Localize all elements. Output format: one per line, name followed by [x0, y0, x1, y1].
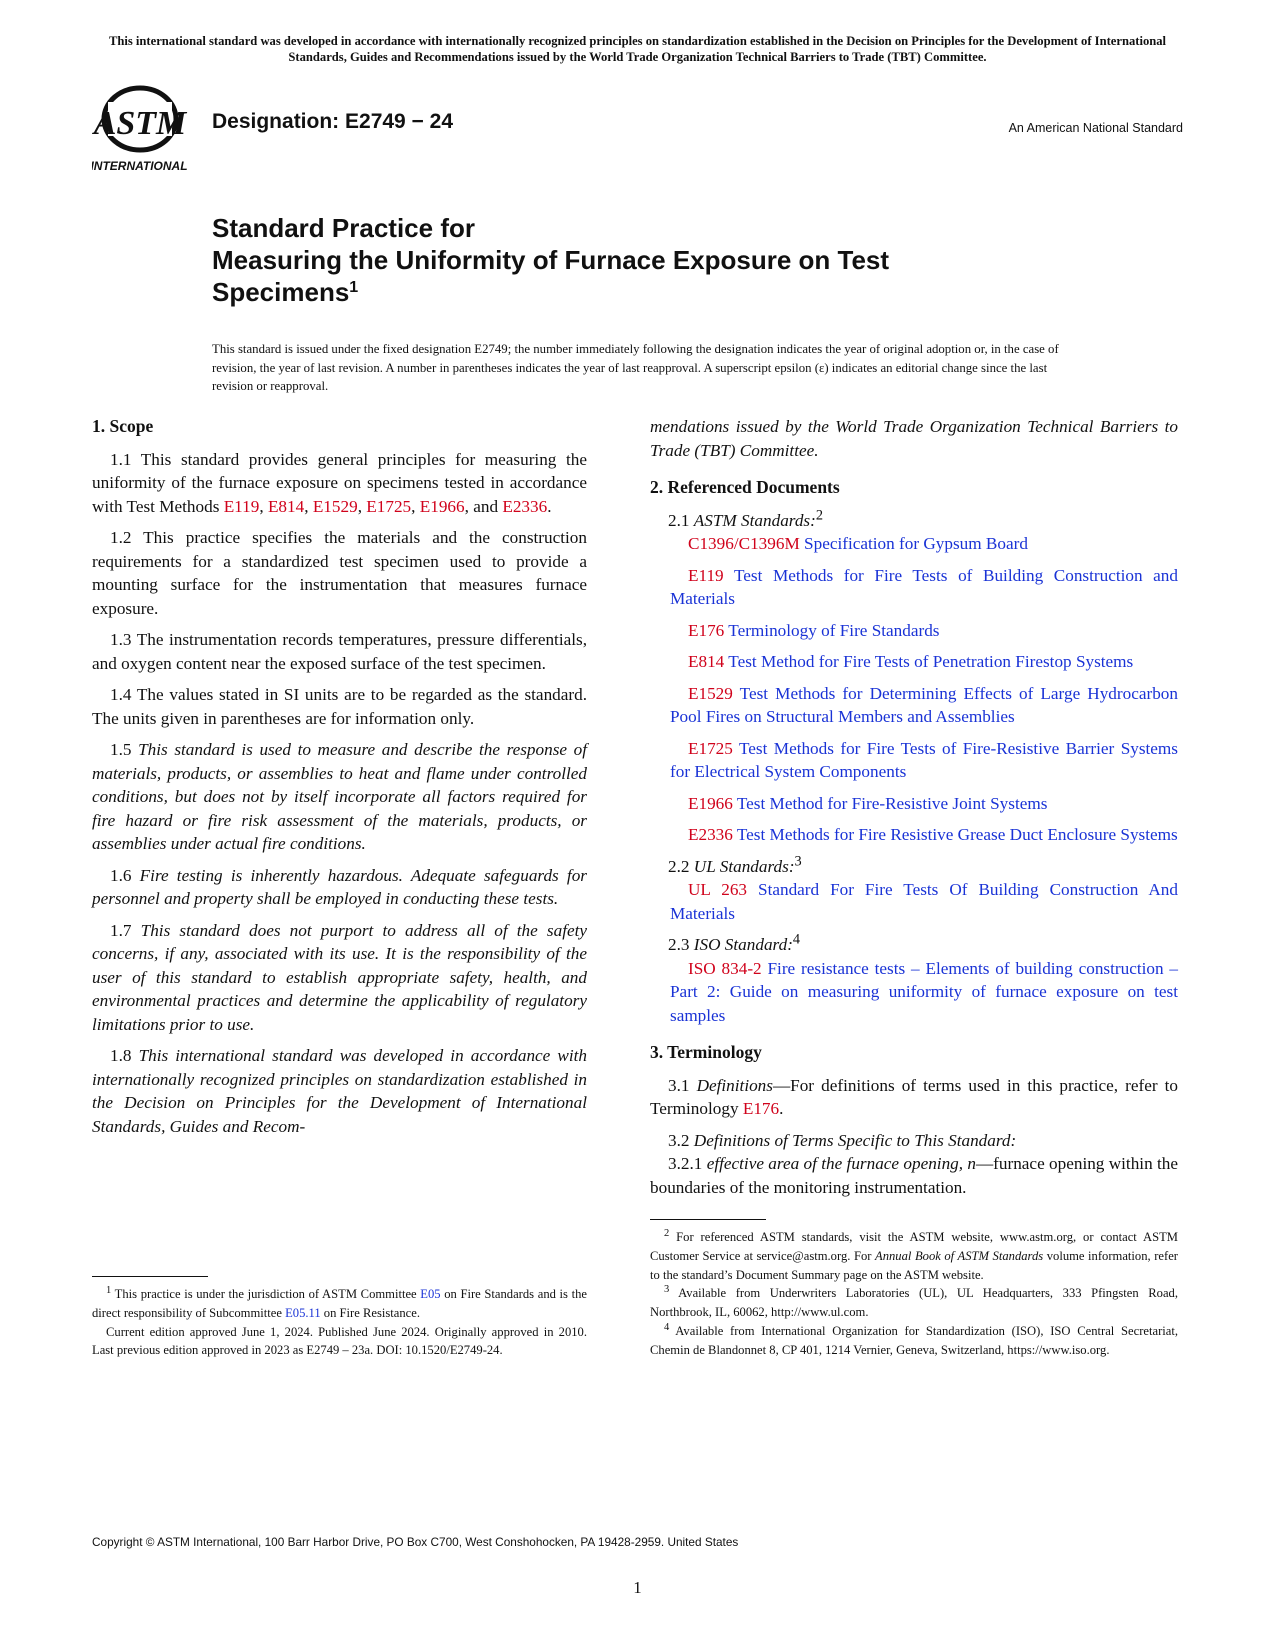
- footnote-rule-right: [650, 1219, 766, 1220]
- footnote-rule-left: [92, 1276, 208, 1277]
- ul-reference-list: [650, 878, 1178, 925]
- reference-title-link[interactable]: Test Methods for Fire Resistive Grease Duct Enclosure Systems: [736, 825, 1178, 844]
- reference-code-link[interactable]: E176: [688, 620, 725, 640]
- link-e1966[interactable]: E1966: [419, 496, 465, 516]
- reference-title-link[interactable]: Test Method for Fire-Resistive Joint Systems: [736, 793, 1048, 813]
- reference-item: [650, 737, 1178, 784]
- american-national-standard: An American National Standard: [1008, 121, 1183, 135]
- footnote-3: $^3$ Available from Underwriters Laboratories (UL), UL Headquarters, 333 Pfingsten Road, Northbrook, IL, 60062, http://www.ul.com.: [650, 1284, 1178, 1320]
- subsection-astm-standards: 2.1 ASTM Standards:$^2$: [668, 506, 824, 530]
- reference-code-link[interactable]: E1529: [688, 683, 733, 703]
- reference-title-link[interactable]: Standard For Fire Tests Of Building Construction And Materials: [670, 880, 1178, 923]
- reference-title-link[interactable]: Test Methods for Determining Effects of Large Hydrocarbon Pool Fires on Structural Members and Assemblies: [670, 683, 1178, 726]
- title-footnote-mark[interactable]: 1: [349, 279, 359, 296]
- section-heading-terminology: 3. Terminology: [650, 1042, 762, 1062]
- footnotes-left: [92, 1285, 587, 1360]
- copyright-footer: Copyright © ASTM International, 100 Barr Harbor Drive, PO Box C700, West Conshohocken, PA 19428-2959. United States: [92, 1535, 739, 1549]
- reference-item: [650, 650, 1178, 674]
- left-column: [92, 415, 587, 1146]
- reference-item: [650, 823, 1178, 847]
- para-1-8-continued: mendations issued by the World Trade Organization Technical Barriers to Trade (TBT) Committee.: [650, 417, 1178, 460]
- reference-item: [650, 792, 1178, 816]
- reference-item: [650, 682, 1178, 729]
- reference-item: [650, 619, 1178, 643]
- reference-item: [650, 957, 1178, 1028]
- para-1-2: 1.2 This practice specifies the materials and the construction requirements for a standardized test specimen used to provide a mounting surface for the instrumentation that measures furnace exposure.: [92, 528, 587, 618]
- link-e814[interactable]: E814: [267, 496, 305, 516]
- top-notice: This international standard was developed in accordance with internationally recognized principles on standardization established in the Decision on Principles for the Development of International Standards, Guides and Recommendations issued by the World Trade Organization Technical Barriers to Trade (TBT) Committee.: [108, 34, 1167, 64]
- footnote-2: $^2$ For referenced ASTM standards, visit the ASTM website, www.astm.org, or contact ASTM Customer Service at service@astm.org. For Annual Book of ASTM Standards volume information, refer to the standard’s Document Summary page on the ASTM website.: [650, 1227, 1178, 1282]
- page-number: 1: [633, 1578, 642, 1597]
- title-line-1: Standard Practice for: [212, 213, 475, 243]
- title-line-2: Measuring the Uniformity of Furnace Exposure on Test: [212, 245, 890, 275]
- subsection-iso-standard: 2.3 ISO Standard:$^4$: [668, 931, 801, 954]
- right-column: [650, 415, 1178, 1207]
- reference-title-link[interactable]: Test Method for Fire Tests of Penetration Firestop Systems: [728, 652, 1134, 671]
- designation: Designation: E2749 − 24: [212, 110, 454, 133]
- para-1-5: 1.5 This standard is used to measure and describe the response of materials, products, or assemblies to heat and flame under controlled conditions, but does not by itself incorporate all factors required for fire hazard or fire risk assessment of the materials, products, or assemblies under actual fire conditions.: [92, 740, 588, 853]
- astm-reference-list: [650, 532, 1178, 847]
- para-1-6: 1.6 Fire testing is inherently hazardous. Adequate safeguards for personnel and property shall be employed in conducting these tests.: [92, 865, 587, 908]
- footnote-1: $^1$ This practice is under the jurisdiction of ASTM Committee E05 on Fire Standards and is the direct responsibility of Subcommittee E05.11 on Fire Resistance.: [92, 1284, 587, 1320]
- reference-title-link[interactable]: Test Methods for Fire Tests of Fire-Resistive Barrier Systems for Electrical System Components: [670, 738, 1178, 781]
- link-committee-e05[interactable]: E05: [420, 1287, 441, 1301]
- reference-title-link[interactable]: Specification for Gypsum Board: [804, 534, 1028, 553]
- reference-code-link[interactable]: E1725: [688, 738, 733, 758]
- para-1-3: 1.3 The instrumentation records temperatures, pressure differentials, and oxygen content near the exposed surface of the test specimen.: [92, 630, 587, 673]
- para-1-7: 1.7 This standard does not purport to address all of the safety concerns, if any, associated with its use. It is the responsibility of the user of this standard to establish appropriate safety, health, and environmental practices and determine the applicability of regulatory limitations prior to use.: [92, 920, 588, 1034]
- astm-logo-mark: [92, 84, 200, 174]
- reference-title-link[interactable]: Test Methods for Fire Tests of Building Construction and Materials: [670, 565, 1178, 608]
- reference-title-link[interactable]: Fire resistance tests – Elements of building construction – Part 2: Guide on measuring uniformity of furnace exposure on test samples: [670, 958, 1178, 1025]
- reference-item: [650, 532, 1178, 556]
- para-1-1: 1.1 This standard provides general principles for measuring the uniformity of the furnace exposure on specimens tested in accordance with Test Methods E119, E814, E1529, E1725, E1966, and E2336.: [92, 449, 587, 516]
- reference-code-link[interactable]: E1966: [688, 793, 733, 813]
- reference-item: [650, 878, 1178, 925]
- footnotes-right: [650, 1228, 1178, 1360]
- link-e2336[interactable]: E2336: [502, 496, 548, 516]
- para-3-2: 3.2 Definitions of Terms Specific to This Standard:: [668, 1130, 1017, 1150]
- reference-code-link[interactable]: C1396/C1396M: [688, 534, 800, 553]
- section-heading-scope: 1. Scope: [92, 416, 154, 436]
- footnote-4: $^4$ Available from International Organization for Standardization (ISO), ISO Central Secretariat, Chemin de Blandonnet 8, CP 401, 1214 Vernier, Geneva, Switzerland, https://www.iso.org.: [650, 1321, 1178, 1357]
- link-e1529[interactable]: E1529: [312, 496, 358, 516]
- link-e1725[interactable]: E1725: [366, 496, 412, 516]
- link-subcommittee-e05-11[interactable]: E05.11: [285, 1305, 321, 1320]
- document-title: [212, 212, 1112, 308]
- para-1-8: 1.8 This international standard was developed in accordance with internationally recognized principles on standardization established in the Decision on Principles for the Development of International Standards, Guides and Recom-: [92, 1046, 587, 1136]
- reference-code-link[interactable]: E2336: [688, 825, 733, 844]
- title-line-3: Specimens: [212, 277, 350, 307]
- footnote-1-edition: Current edition approved June 1, 2024. Published June 2024. Originally approved in 2010. Last previous edition approved in 2023 as E2749 – 23a. DOI: 10.1520/E2749-24.: [92, 1324, 587, 1358]
- section-heading-referenced-documents: 2. Referenced Documents: [650, 477, 840, 497]
- para-1-4: 1.4 The values stated in SI units are to be regarded as the standard. The units given in parentheses are for information only.: [92, 685, 587, 728]
- reference-code-link[interactable]: E814: [688, 652, 725, 671]
- subsection-ul-standards: 2.2 UL Standards:$^3$: [668, 852, 802, 876]
- para-3-2-1: 3.2.1 effective area of the furnace opening, n—furnace opening within the boundaries of the monitoring instrumentation.: [650, 1154, 1178, 1197]
- issued-notice: This standard is issued under the fixed designation E2749; the number immediately following the designation indicates the year of original adoption or, in the case of revision, the year of last revision. A number in parentheses indicates the year of last reapproval. A superscript epsilon (ε) indicates an editorial change since the last revision or reapproval.: [212, 342, 1059, 393]
- logo-international: INTERNATIONAL: [92, 159, 188, 173]
- reference-code-link[interactable]: ISO 834-2: [688, 958, 762, 978]
- reference-title-link[interactable]: Terminology of Fire Standards: [728, 620, 940, 640]
- reference-code-link[interactable]: UL 263: [688, 880, 748, 899]
- reference-code-link[interactable]: E119: [688, 565, 724, 585]
- astm-logo: [92, 84, 200, 174]
- para-3-1: 3.1 Definitions—For definitions of terms used in this practice, refer to Terminology E176.: [650, 1075, 1178, 1118]
- link-e176-terminology[interactable]: E176: [742, 1099, 780, 1118]
- logo-letters: ASTM: [93, 105, 187, 142]
- reference-item: [650, 564, 1178, 611]
- link-e119[interactable]: E119: [223, 496, 260, 516]
- iso-reference-list: [650, 957, 1178, 1028]
